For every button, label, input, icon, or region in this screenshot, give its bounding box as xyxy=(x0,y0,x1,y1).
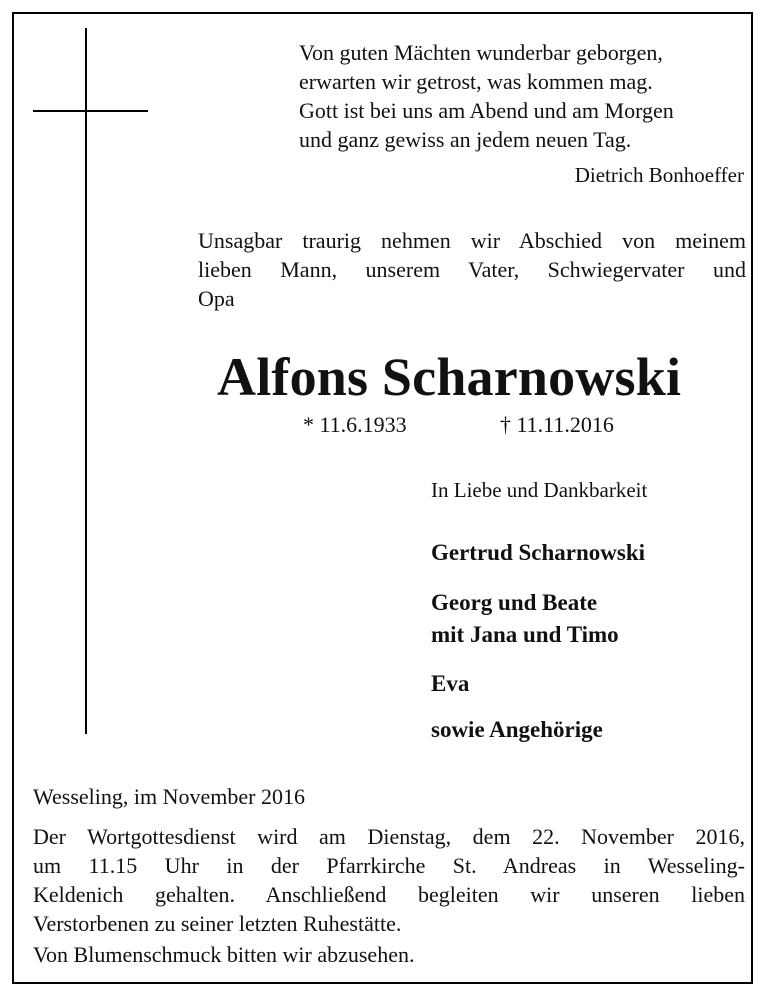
deceased-name: Alfons Scharnowski xyxy=(217,347,682,407)
mourner-name: Georg und Beate xyxy=(431,590,598,615)
poem-line: Von guten Mächten wunderbar geborgen, xyxy=(299,40,663,65)
mourner-name: mit Jana und Timo xyxy=(431,622,619,647)
cross-horizontal-bar xyxy=(33,110,148,112)
intro-line: lieben Mann, unserem Vater, Schwiegervater und xyxy=(198,257,746,282)
poem-line: erwarten wir getrost, was kommen mag. xyxy=(299,69,653,94)
mourner-name: Gertrud Scharnowski xyxy=(431,540,646,565)
mourner-name: Eva xyxy=(431,671,470,696)
birth-date: * 11.6.1933 xyxy=(303,412,407,437)
service-line: um 11.15 Uhr in der Pfarrkirche St. Andreas in Wesseling- xyxy=(33,853,745,878)
poem-author: Dietrich Bonhoeffer xyxy=(574,163,744,187)
service-line: Keldenich gehalten. Anschließend begleiten wir unseren lieben xyxy=(33,882,745,907)
flowers-note: Von Blumenschmuck bitten wir abzusehen. xyxy=(33,942,415,967)
poem-line: und ganz gewiss an jedem neuen Tag. xyxy=(299,127,632,152)
service-line: Der Wortgottesdienst wird am Dienstag, dem 22. November 2016, xyxy=(33,824,745,849)
place-date: Wesseling, im November 2016 xyxy=(33,784,305,809)
mourner-spouse xyxy=(431,537,645,569)
intro-line: Opa xyxy=(198,286,235,311)
intro-line: Unsagbar traurig nehmen wir Abschied von meinem xyxy=(198,228,746,253)
mourner-child-family xyxy=(431,587,619,651)
cross-vertical-bar xyxy=(85,28,87,734)
service-info xyxy=(33,822,745,938)
farewell-intro xyxy=(198,226,746,313)
mourners-greeting: In Liebe und Dankbarkeit xyxy=(431,478,648,502)
service-line: Verstorbenen zu seiner letzten Ruhestätte. xyxy=(33,911,402,936)
death-date: † 11.11.2016 xyxy=(500,412,614,437)
poem-line: Gott ist bei uns am Abend und am Morgen xyxy=(299,98,674,123)
mourner-relatives xyxy=(431,714,603,746)
mourner-name: sowie Angehörige xyxy=(431,717,603,742)
poem-quote xyxy=(299,38,749,154)
mourner-child xyxy=(431,668,469,700)
